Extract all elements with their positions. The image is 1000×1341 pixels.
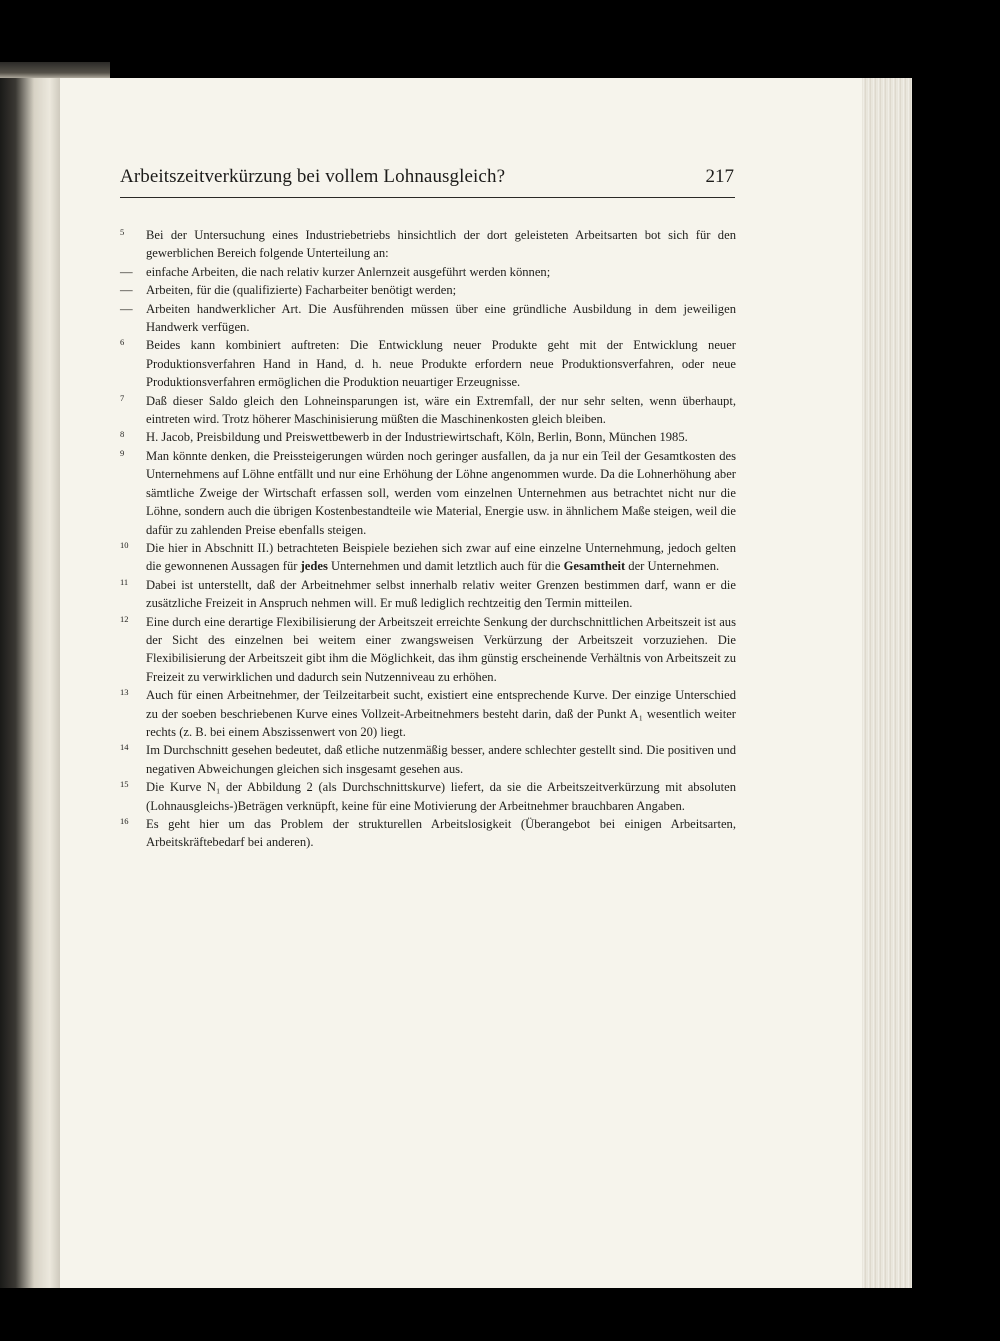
footnote (120, 539, 736, 576)
footnote (120, 778, 736, 815)
page-number: 217 (705, 166, 734, 187)
footnote-text: H. Jacob, Preisbildung und Preiswettbewerb in der Industriewirtschaft, Köln, Berlin, Bonn, München 1985. (146, 430, 688, 445)
footnote-text: Daß dieser Saldo gleich den Lohneinsparungen ist, wäre ein Extremfall, der nur sehr selten, wenn überhaupt, eintreten wird. Trotz höherer Maschinisierung müßten die Maschinenkosten gleich bleiben. (146, 393, 736, 427)
list-item (120, 281, 736, 299)
footnote-text: Auch für einen Arbeitnehmer, der Teilzeitarbeit sucht, existiert eine entsprechende Kurve. Der einzige Unterschied zu der soeben beschriebenen Kurve eines Vollzeit-Arbeitnehmers besteht darin, daß der Punkt A₁ wesentlich weiter rechts (z. B. bei einem Abszissenwert von 20) liegt. (146, 688, 736, 739)
footnote (120, 613, 736, 687)
book-spine-edge (0, 78, 62, 1288)
footnote-text-part: der Unternehmen. (625, 559, 720, 574)
footnote-text: Es geht hier um das Problem der strukturellen Arbeitslosigkeit (Überangebot bei einigen Arbeitsarten, Arbeitskräftebedarf bei anderen). (146, 817, 736, 850)
footnote (120, 741, 736, 778)
footnote (120, 815, 736, 852)
footnote (120, 686, 736, 741)
footnote-number: 5 (120, 227, 125, 237)
footnote (120, 576, 736, 613)
list-item-text: Arbeiten, für die (qualifizierte) Facharbeiter benötigt werden; (146, 283, 457, 298)
footnote-text (146, 539, 736, 576)
footnote (120, 392, 736, 429)
footnote-number: 16 (120, 816, 129, 826)
header-rule (120, 197, 735, 198)
list-item (120, 263, 736, 281)
footnote-list (120, 263, 736, 337)
footnote-number: 8 (120, 429, 125, 440)
footnote-text: Im Durchschnitt gesehen bedeutet, daß etliche nutzenmäßig besser, andere schlechter gestellt sind. Die positiven und negativen Abweichungen gleichen sich insgesamt gesehen aus. (146, 743, 736, 776)
footnote-text-part: Unternehmen und damit letztlich auch für die (327, 559, 564, 574)
footnote (120, 336, 736, 391)
footnote-number: 12 (120, 613, 129, 624)
footnote (120, 428, 736, 446)
emphasis-gesamtheit: Gesamtheit (563, 559, 626, 574)
list-item (120, 300, 736, 337)
footnote-number: 10 (120, 539, 129, 550)
page-header (120, 166, 734, 196)
footnote-text: Beides kann kombiniert auftreten: Die Entwicklung neuer Produkte geht mit der Entwicklung neuer Produktionsverfahren Hand in Hand, d. h. neue Produkte erfordern neue Produktionsverfahren, oder neue Produktionsverfahren ermöglichen die Produktion neuartiger Erzeugnisse. (146, 338, 736, 390)
footnote-number: 6 (120, 337, 125, 348)
footnote-text: Dabei ist unterstellt, daß der Arbeitnehmer selbst innerhalb relativ weiter Grenzen bestimmen darf, wann er die zusätzliche Freizeit in Anspruch nehmen will. Er muß lediglich rechtzeitig den Termin mitteilen. (146, 577, 736, 611)
footnote-number: 14 (120, 742, 129, 753)
footnote-number: 11 (120, 576, 129, 587)
list-item-text: Arbeiten handwerklicher Art. Die Ausführenden müssen über eine gründliche Ausbildung in dem jeweiligen Handwerk verfügen. (146, 301, 736, 335)
footnote-text: Man könnte denken, die Preissteigerungen würden noch geringer ausfallen, da ja nur ein Teil der Gesamtkosten des Unternehmens auf Löhne entfällt und nur eine Erhöhung der Löhne angenommen wurde. Da die Lohnerhöhung aber sämtliche Zweige der Wirtschaft erfassen soll, werden vom einzelnen Unternehmen aus betrachtet nicht nur die Löhne, sondern auch die übrigen Kostenbestandteile wie Material, Energie usw. in ähnlichem Maße steigen, weil die dafür zu zahlenden Preise ebenfalls steigen. (146, 448, 736, 537)
footnote-number: 13 (120, 687, 129, 698)
footnote-text-part: Die hier in Abschnitt II.) betrachteten Beispiele beziehen sich zwar auf eine einzelne Unternehmung, jedoch gelten die gewonnenen Aussagen für (146, 540, 736, 574)
list-item-text: einfache Arbeiten, die nach relativ kurzer Anlernzeit ausgeführt werden können; (146, 264, 551, 279)
dash-bullet: — (120, 264, 133, 279)
footnote-text: Eine durch eine derartige Flexibilisierung der Arbeitszeit erreichte Senkung der durchschnittlichen Arbeitszeit ist aus der Sicht des einzelnen bei weitem einer zwangsweisen Verkürzung der Arbeitszeit vorzuziehen. Die Flexibilisierung der Arbeitszeit gibt ihm die Möglichkeit, das ihm günstig erscheinende Verhältnis von Arbeitszeit zu Freizeit zu verwirklichen und dadurch sein Nutzenniveau zu erhöhen. (146, 614, 736, 684)
dash-bullet: — (120, 283, 133, 298)
footnote-text: Die Kurve N₁ der Abbildung 2 (als Durchschnittskurve) liefert, da sie die Arbeitszeitverkürzung mit absoluten (Lohnausgleichs-)Beträgen verknüpft, keine für eine Motivierung der Arbeitnehmer brauchbaren Angaben. (146, 780, 736, 813)
page-stack-edge (862, 78, 912, 1288)
footnote (120, 226, 736, 336)
running-title: Arbeitszeitverkürzung bei vollem Lohnausgleich? (120, 166, 506, 187)
footnote-text: Bei der Untersuchung eines Industriebetriebs hinsichtlich der dort geleisteten Arbeitsarten bot sich für den gewerblichen Bereich folgende Unterteilung an: (146, 228, 736, 261)
footnote-number: 7 (120, 392, 125, 403)
emphasis-jedes: jedes (300, 559, 328, 574)
footnote-number: 15 (120, 779, 129, 790)
footnote (120, 447, 736, 539)
dash-bullet: — (120, 301, 133, 316)
footnote-number: 9 (120, 447, 125, 458)
footnotes (120, 226, 736, 852)
